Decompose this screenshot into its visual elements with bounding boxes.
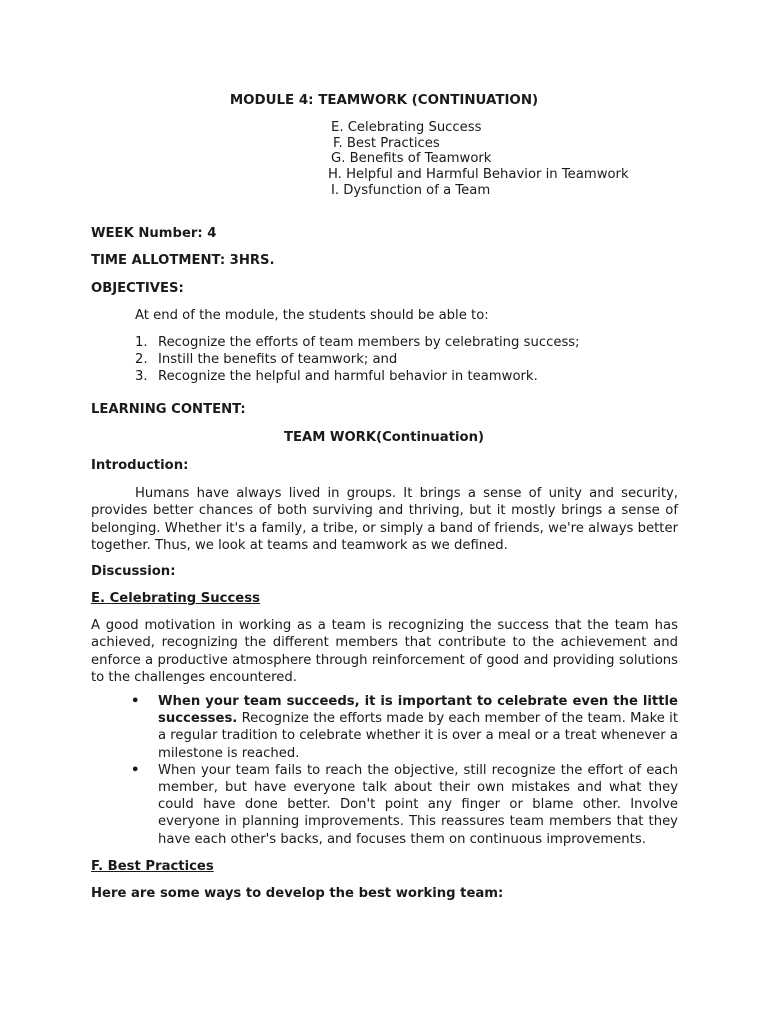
bullet-text	[158, 693, 678, 762]
bullet-icon: •	[131, 694, 140, 709]
objectives-label: OBJECTIVES:	[91, 281, 184, 296]
objective-text: Instill the benefits of teamwork; and	[158, 352, 398, 368]
content-title: TEAM WORK(Continuation)	[283, 430, 484, 445]
introduction-paragraph	[91, 485, 678, 555]
section-e-paragraph: A good motivation in working as a team is recognizing the success that the team has achieved, recognizing the different members that contribute to the achievement and enforce a productive atmosphere through reinforcement of good and providing solutions to the challenges encountered.	[91, 618, 678, 686]
introduction-text: Humans have always lived in groups. It brings a sense of unity and security, provides better chances of both surviving and thriving, but it mostly brings a sense of belonging. Whether it's a family, a tribe, or simply a band of friends, we're always better together. Thus, we look at teams and teamwork as we defined.	[91, 486, 678, 554]
topic-list	[328, 120, 629, 199]
objective-item	[135, 351, 580, 368]
learning-content-label: LEARNING CONTENT:	[91, 402, 246, 417]
list-item	[131, 693, 678, 762]
bullet-list	[131, 693, 678, 848]
bullet-bold-text: When your team succeeds, it is important to celebrate even the little successes.	[158, 694, 678, 727]
objective-item	[135, 334, 580, 351]
topic-item: I. Dysfunction of a Team	[331, 182, 491, 198]
section-f-heading: F. Best Practices	[91, 859, 214, 874]
objective-item	[135, 368, 580, 385]
objective-number: 3.	[135, 369, 148, 385]
time-allotment: TIME ALLOTMENT: 3HRS.	[91, 253, 275, 268]
week-number: WEEK Number: 4	[91, 226, 217, 241]
section-e-heading: E. Celebrating Success	[91, 591, 260, 606]
bullet-icon: •	[131, 762, 140, 778]
objective-number: 2.	[135, 352, 148, 368]
objective-text: Recognize the helpful and harmful behavior in teamwork.	[158, 369, 538, 385]
section-f-intro: Here are some ways to develop the best working team:	[91, 886, 504, 901]
module-title: MODULE 4: TEAMWORK (CONTINUATION)	[229, 93, 539, 108]
discussion-label: Discussion:	[91, 564, 176, 579]
topic-item: G. Benefits of Teamwork	[331, 151, 492, 167]
bullet-text	[158, 762, 678, 848]
introduction-label: Introduction:	[91, 458, 189, 473]
bullet-body-text: Recognize the efforts made by each member of the team. Make it a regular tradition to celebrate whether it is over a meal or a treat whenever a milestone is reached.	[158, 711, 678, 761]
list-item	[131, 762, 678, 848]
topic-item: F. Best Practices	[333, 135, 440, 151]
bullet-body-text: When your team fails to reach the objective, still recognize the effort of each member, but have everyone talk about their own mistakes and what they could have done better. Don't point any finger or blame other. Involve everyone in planning improvements. This reassures team members that they have each other's backs, and focuses them on continuous improvements.	[158, 762, 678, 847]
objectives-list	[135, 334, 580, 386]
objective-text: Recognize the efforts of team members by celebrating success;	[158, 335, 580, 350]
objective-number: 1.	[135, 335, 148, 350]
topic-item: E. Celebrating Success	[331, 120, 482, 135]
topic-item: H. Helpful and Harmful Behavior in Teamwork	[328, 167, 629, 183]
objectives-intro: At end of the module, the students should be able to:	[135, 308, 489, 323]
